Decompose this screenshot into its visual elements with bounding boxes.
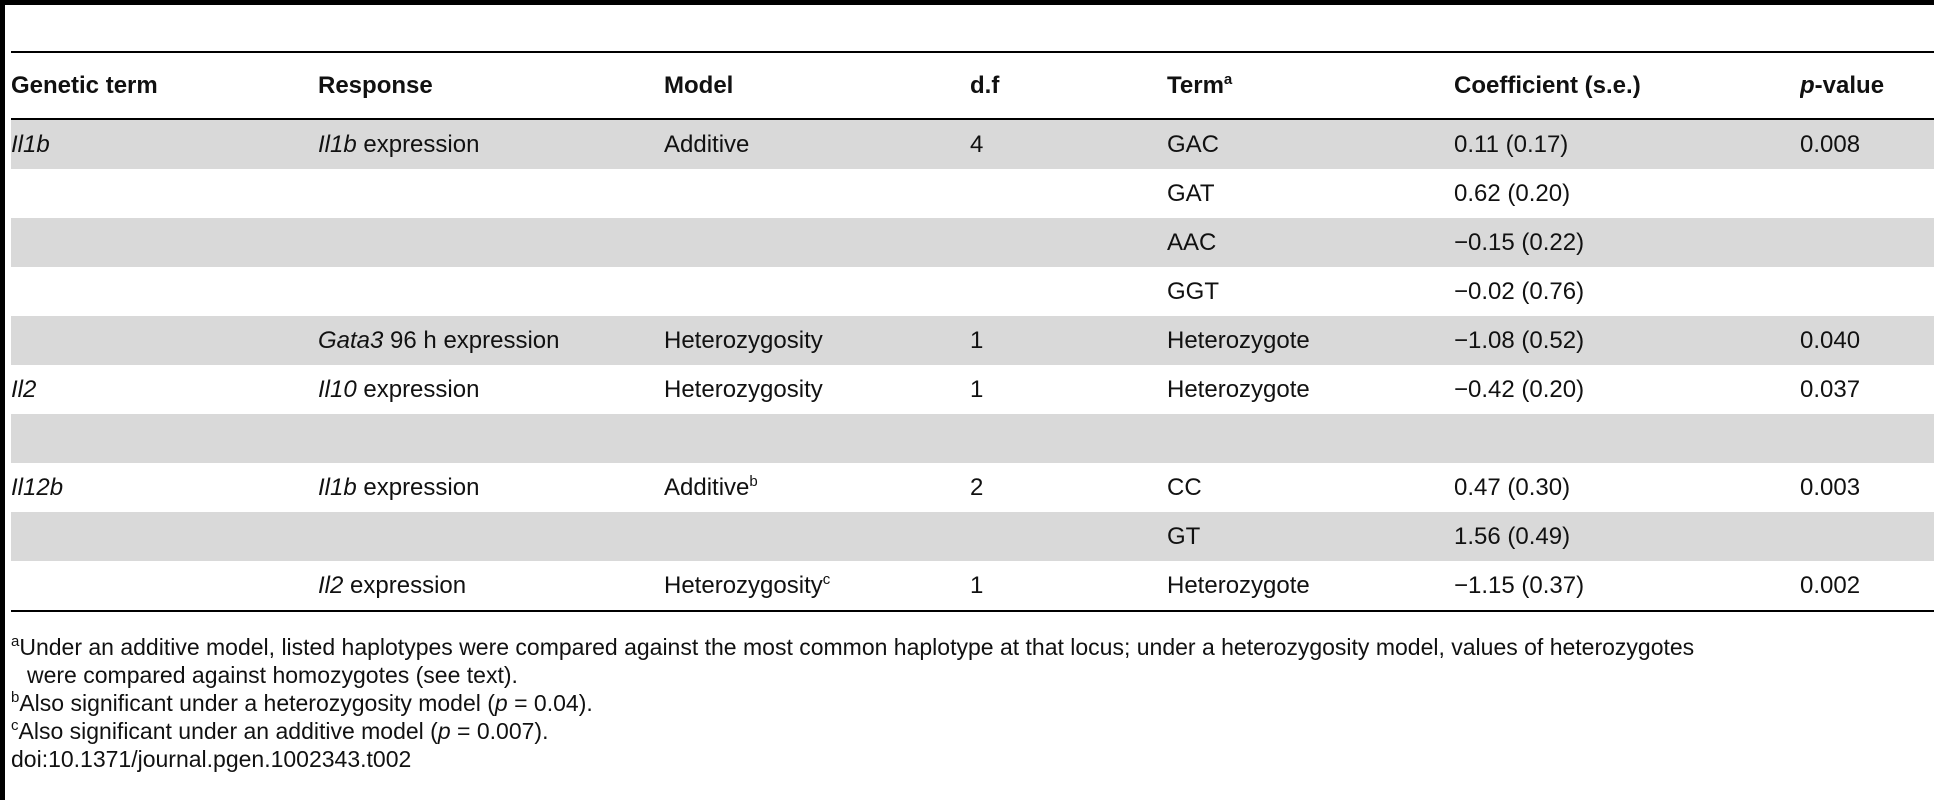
footnote-a-mark: a [11, 633, 20, 650]
left-border [0, 0, 5, 800]
header-model: Model [664, 71, 734, 99]
cell-pvalue [1800, 512, 1934, 561]
doi: doi:10.1371/journal.pgen.1002343.t002 [11, 746, 412, 772]
cell-genetic-term: Il2 [11, 375, 37, 403]
cell-term: AAC [1167, 218, 1454, 267]
cell-coefficient: 0.62 (0.20) [1454, 179, 1571, 207]
cell-model [664, 267, 970, 316]
cell-genetic-term [11, 267, 318, 316]
table-row [11, 365, 1934, 414]
cell-term: Heterozygote [1167, 375, 1310, 403]
cell-pvalue [1800, 414, 1934, 463]
footnote-b-post: = 0.04). [507, 690, 593, 716]
footnote-c [11, 717, 1931, 745]
cell-response [318, 316, 664, 365]
header-response: Response [318, 71, 433, 99]
cell-response [318, 512, 664, 561]
table-row [11, 120, 1934, 169]
cell-df [970, 512, 1167, 561]
cell-model-text: Heterozygosity [664, 375, 823, 403]
cell-pvalue [1800, 169, 1934, 218]
cell-response-text: 96 h expression [383, 326, 560, 354]
header-term [1167, 53, 1454, 118]
table-row [11, 169, 1934, 218]
cell-coefficient: −1.15 (0.37) [1454, 571, 1585, 599]
cell-term: Heterozygote [1167, 316, 1454, 365]
cell-coefficient: 0.11 (0.17) [1454, 120, 1800, 169]
cell-response [318, 414, 664, 463]
cell-model-text: Heterozygosity [664, 326, 823, 354]
header-term-label: Term [1167, 71, 1224, 99]
table-bottom-rule [11, 610, 1934, 612]
footnote-b-p: p [494, 690, 508, 716]
cell-model-text: Additive [664, 473, 750, 501]
cell-df: 2 [970, 473, 984, 501]
cell-response-text: expression [356, 130, 480, 158]
cell-df: 1 [970, 375, 984, 403]
cell-genetic-term: Il1b [11, 120, 318, 169]
cell-response-text: expression [356, 375, 480, 403]
cell-model [664, 120, 970, 169]
cell-response-gene: Gata3 [318, 326, 384, 354]
cell-response [318, 218, 664, 267]
cell-response [318, 561, 664, 610]
cell-df: 1 [970, 571, 984, 599]
cell-pvalue [1800, 267, 1934, 316]
cell-df: 4 [970, 120, 1167, 169]
cell-coefficient: −1.08 (0.52) [1454, 316, 1800, 365]
footnote-c-mark: c [11, 717, 19, 734]
header-pvalue-rest: -value [1814, 71, 1885, 99]
cell-model-text: Heterozygosity [664, 571, 823, 599]
table-row [11, 463, 1934, 512]
footnote-c-pre: Also significant under an additive model ( [18, 718, 438, 744]
header-genetic-term: Genetic term [11, 71, 158, 99]
table-row [11, 218, 1934, 267]
data-table [11, 53, 1934, 118]
header-pvalue-p: p [1800, 71, 1815, 99]
cell-response-gene: Il2 [318, 571, 344, 599]
data-table-body [11, 120, 1934, 610]
table-row [11, 316, 1934, 365]
cell-coefficient: −0.02 (0.76) [1454, 277, 1585, 305]
footnote-c-post: = 0.007). [450, 718, 549, 744]
cell-response-text: expression [343, 571, 467, 599]
cell-response-gene: Il10 [318, 375, 357, 403]
cell-model-footnote-mark: c [822, 570, 831, 588]
results-table [11, 51, 1934, 612]
cell-term: Heterozygote [1167, 571, 1310, 599]
cell-model [664, 463, 970, 512]
footnote-b [11, 689, 1931, 717]
cell-response [318, 267, 664, 316]
cell-coefficient: −0.15 (0.22) [1454, 218, 1800, 267]
cell-genetic-term [11, 169, 318, 218]
footnote-a-line1: Under an additive model, listed haplotypes were compared against the most common haplotype at that locus; under a heterozygosity model, values of heterozygotes [19, 634, 1695, 660]
cell-response-gene: Il1b [318, 130, 357, 158]
cell-pvalue: 0.037 [1800, 375, 1861, 403]
cell-pvalue: 0.008 [1800, 120, 1934, 169]
cell-df [970, 267, 1167, 316]
header-df: d.f [970, 71, 1000, 99]
footnote-a [11, 633, 1931, 661]
footnote-b-mark: b [11, 689, 20, 706]
cell-response [318, 365, 664, 414]
footnote-b-pre: Also significant under a heterozygosity model ( [19, 690, 495, 716]
cell-coefficient: −0.42 (0.20) [1454, 375, 1585, 403]
header-term-footnote-mark: a [1223, 70, 1233, 88]
cell-response-text: expression [356, 473, 480, 501]
cell-coefficient: 0.47 (0.30) [1454, 473, 1571, 501]
cell-df [970, 169, 1167, 218]
cell-pvalue: 0.003 [1800, 473, 1861, 501]
cell-term: GAC [1167, 120, 1454, 169]
cell-model [664, 414, 970, 463]
cell-df [970, 218, 1167, 267]
cell-model [664, 169, 970, 218]
cell-model [664, 218, 970, 267]
cell-pvalue [1800, 218, 1934, 267]
footnote-c-p: p [437, 718, 451, 744]
cell-term: GGT [1167, 277, 1219, 305]
cell-response [318, 169, 664, 218]
header-pvalue [1800, 53, 1934, 118]
table-row [11, 267, 1934, 316]
cell-model [664, 561, 970, 610]
cell-model-footnote-mark: b [749, 472, 758, 490]
cell-term: CC [1167, 473, 1202, 501]
cell-genetic-term [11, 316, 318, 365]
cell-pvalue: 0.040 [1800, 316, 1934, 365]
cell-model-text: Additive [664, 130, 750, 158]
cell-term: GT [1167, 512, 1454, 561]
cell-model [664, 365, 970, 414]
footnote-a-continued: were compared against homozygotes (see text). [27, 662, 518, 688]
cell-coefficient: 1.56 (0.49) [1454, 512, 1800, 561]
header-coefficient: Coefficient (s.e.) [1454, 71, 1641, 99]
cell-term [1167, 414, 1454, 463]
table-row [11, 512, 1934, 561]
cell-genetic-term [11, 414, 318, 463]
header-row [11, 53, 1934, 118]
table-row [11, 414, 1934, 463]
cell-df: 1 [970, 316, 1167, 365]
cell-genetic-term [11, 218, 318, 267]
cell-response [318, 463, 664, 512]
cell-response-gene: Il1b [318, 473, 357, 501]
cell-pvalue: 0.002 [1800, 571, 1861, 599]
cell-df [970, 414, 1167, 463]
cell-model [664, 512, 970, 561]
top-border [0, 0, 1934, 5]
cell-response [318, 120, 664, 169]
cell-genetic-term: Il12b [11, 473, 64, 501]
cell-model [664, 316, 970, 365]
cell-term: GAT [1167, 179, 1215, 207]
cell-coefficient [1454, 414, 1800, 463]
cell-genetic-term [11, 512, 318, 561]
table-footnotes [11, 633, 1931, 773]
cell-genetic-term [11, 561, 318, 610]
table-row [11, 561, 1934, 610]
